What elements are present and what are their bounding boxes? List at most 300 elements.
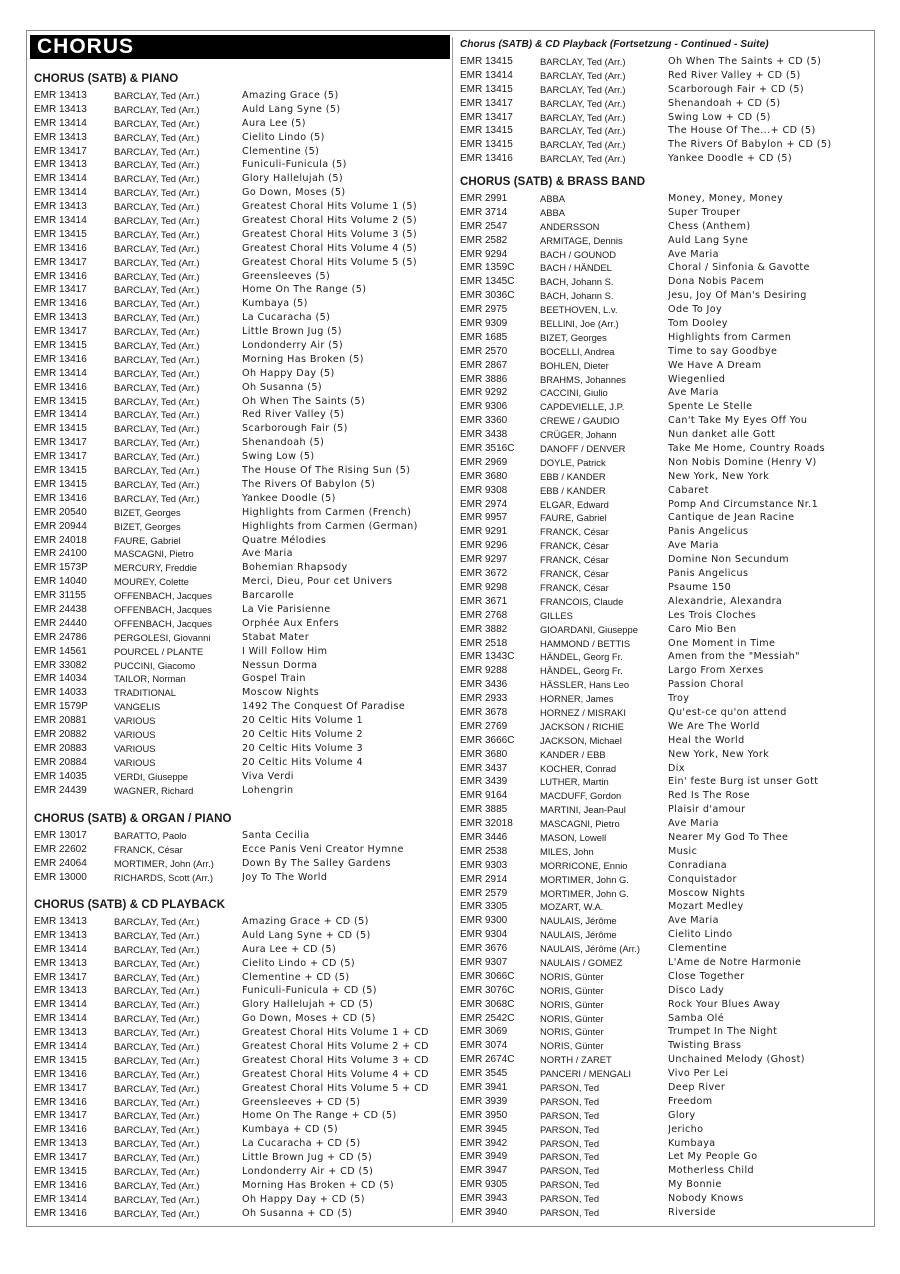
title: Wiegenlied (668, 373, 726, 385)
title: Kumbaya (668, 1137, 716, 1149)
composer: NAULAIS / GOMEZ (540, 956, 623, 968)
composer: BARCLAY, Ted (Arr.) (114, 173, 200, 185)
catalog-number: EMR 33082 (34, 659, 87, 671)
catalog-row (460, 97, 781, 111)
title: Largo From Xerxes (668, 665, 764, 677)
composer: PARSON, Ted (540, 1151, 600, 1163)
title: Unchained Melody (Ghost) (668, 1054, 805, 1066)
catalog-number: EMR 13415 (460, 125, 513, 137)
catalog-number: EMR 3360 (460, 415, 508, 427)
composer: BARCLAY, Ted (Arr.) (114, 478, 200, 490)
catalog-row (460, 956, 802, 970)
title: La Cucaracha + CD (5) (242, 1138, 361, 1150)
section-title: CHORUS (SATB) & CD PLAYBACK (34, 899, 226, 911)
title: 20 Celtic Hits Volume 3 (242, 742, 363, 754)
title: Cabaret (668, 484, 709, 496)
catalog-number: EMR 13414 (34, 367, 87, 379)
title: Go Down, Moses (5) (242, 187, 346, 199)
catalog-row (34, 971, 350, 985)
title: Take Me Home, Country Roads (668, 443, 826, 455)
section-title: CHORUS (SATB) & ORGAN / PIANO (34, 813, 232, 825)
catalog-row (460, 456, 817, 470)
catalog-number: EMR 22602 (34, 843, 87, 855)
composer: BARCLAY, Ted (Arr.) (114, 1207, 200, 1219)
catalog-number: EMR 3436 (460, 679, 508, 691)
composer: BARCLAY, Ted (Arr.) (114, 395, 200, 407)
composer: CRÜGER, Johann (540, 429, 617, 441)
composer: BIZET, Georges (540, 331, 607, 343)
catalog-row (460, 928, 733, 942)
catalog-section (34, 72, 418, 797)
title: Spente Le Stelle (668, 401, 753, 413)
catalog-row (34, 1207, 353, 1221)
catalog-row (460, 1178, 722, 1192)
title: Moscow Nights (668, 887, 746, 899)
catalog-row (34, 103, 341, 117)
composer: BARCLAY, Ted (Arr.) (114, 1041, 200, 1053)
catalog-row (460, 873, 737, 887)
composer: KOCHER, Conrad (540, 762, 617, 774)
composer: HAMMOND / BETTIS (540, 637, 631, 649)
title: The House Of The...+ CD (5) (668, 125, 816, 137)
composer: OFFENBACH, Jacques (114, 603, 212, 615)
composer: NORIS, Günter (540, 1012, 604, 1024)
catalog-number: EMR 13417 (34, 256, 87, 268)
catalog-row (460, 220, 751, 234)
composer: HORNER, James (540, 693, 614, 705)
catalog-number: EMR 3437 (460, 762, 508, 774)
composer: MASON, Lowell (540, 831, 607, 843)
catalog-number: EMR 13415 (34, 395, 87, 407)
composer: BARCLAY, Ted (Arr.) (114, 131, 200, 143)
title: Funiculi-Funicula + CD (5) (242, 985, 377, 997)
title: Disco Lady (668, 984, 725, 996)
title: Riverside (668, 1207, 717, 1219)
catalog-row (460, 581, 732, 595)
composer: TAILOR, Norman (114, 673, 186, 685)
composer: BRAHMS, Johannes (540, 373, 626, 385)
composer: BEETHOVEN, L.v. (540, 304, 618, 316)
title: Vivo Per Lei (668, 1068, 729, 1080)
catalog-row (34, 464, 411, 478)
title: Glory Hallelujah (5) (242, 173, 343, 185)
catalog-number: EMR 13417 (34, 1082, 87, 1094)
composer: BIZET, Georges (114, 520, 181, 532)
catalog-row (34, 784, 294, 798)
catalog-number: EMR 9292 (460, 387, 508, 399)
catalog-number: EMR 13413 (34, 1138, 87, 1150)
composer: MASCAGNI, Pietro (114, 548, 194, 560)
composer: BARCLAY, Ted (Arr.) (114, 284, 200, 296)
catalog-row (34, 325, 342, 339)
title: Greatest Choral Hits Volume 3 (5) (242, 228, 417, 240)
composer: MASCAGNI, Pietro (540, 818, 620, 830)
catalog-number: EMR 13415 (34, 478, 87, 490)
composer: DANOFF / DENVER (540, 443, 626, 455)
title: Greatest Choral Hits Volume 5 (5) (242, 256, 417, 268)
catalog-section (34, 898, 429, 1221)
catalog-row (34, 1109, 397, 1123)
catalog-number: EMR 13415 (34, 1166, 87, 1178)
title: Merci, Dieu, Pour cet Univers (242, 576, 393, 588)
catalog-row (460, 664, 764, 678)
title: Morning Has Broken + CD (5) (242, 1179, 395, 1191)
composer: BARCLAY, Ted (Arr.) (114, 451, 200, 463)
catalog-row (34, 381, 323, 395)
catalog-row (34, 131, 325, 145)
title: Greensleeves + CD (5) (242, 1096, 361, 1108)
catalog-number: EMR 13414 (34, 1013, 87, 1025)
catalog-row (460, 1192, 744, 1206)
catalog-row (460, 525, 749, 539)
composer: BARCLAY, Ted (Arr.) (114, 1179, 200, 1191)
catalog-number: EMR 3680 (460, 470, 508, 482)
catalog-number: EMR 2542C (460, 1012, 515, 1024)
title: My Bonnie (668, 1179, 722, 1191)
catalog-row (460, 817, 719, 831)
catalog-row (34, 422, 348, 436)
catalog-row (460, 206, 741, 220)
title: Music (668, 845, 698, 857)
catalog-row (460, 470, 770, 484)
title: Londonderry Air + CD (5) (242, 1166, 374, 1178)
title: Ave Maria (242, 548, 293, 560)
catalog-row (460, 1109, 696, 1123)
title: Let My People Go (668, 1151, 758, 1163)
catalog-row (460, 138, 832, 152)
catalog-number: EMR 14034 (34, 673, 87, 685)
catalog-number: EMR 13415 (34, 228, 87, 240)
composer: PANCERI / MENGALI (540, 1068, 631, 1080)
composer: BARCLAY, Ted (Arr.) (114, 916, 200, 927)
composer: BARCLAY, Ted (Arr.) (114, 187, 200, 199)
title: Ecce Panis Veni Creator Hymne (242, 843, 404, 855)
catalog-number: EMR 13416 (34, 1207, 87, 1219)
composer: BIZET, Georges (114, 506, 181, 518)
title: Scarborough Fair (5) (242, 423, 348, 435)
title: L'Ame de Notre Harmonie (668, 956, 802, 968)
catalog-number: EMR 1345C (460, 276, 515, 288)
catalog-row (34, 1151, 373, 1165)
composer: FAURE, Gabriel (114, 534, 181, 546)
catalog-number: EMR 13413 (34, 159, 87, 171)
catalog-number: EMR 13414 (34, 409, 87, 421)
catalog-number: EMR 9307 (460, 956, 508, 968)
catalog-row (460, 414, 808, 428)
title: Clementine (668, 943, 728, 955)
composer: BARCLAY, Ted (Arr.) (114, 103, 200, 115)
title: Domine Non Secundum (668, 554, 790, 566)
title: 1492 The Conquest Of Paradise (242, 701, 406, 713)
catalog-number: EMR 9294 (460, 248, 508, 260)
composer: HÄSSLER, Hans Leo (540, 679, 630, 691)
title: Greatest Choral Hits Volume 1 + CD (242, 1027, 429, 1039)
title: Lohengrin (242, 784, 294, 796)
catalog-row (460, 359, 762, 373)
catalog-number: EMR 13413 (34, 90, 87, 101)
composer: MERCURY, Freddie (114, 562, 198, 574)
catalog-row (460, 1137, 716, 1151)
title: Glory (668, 1109, 696, 1121)
title: Orphée Aux Enfers (242, 617, 340, 629)
composer: BARCLAY, Ted (Arr.) (114, 1138, 200, 1150)
catalog-row (460, 124, 816, 138)
title: Cielito Lindo (668, 929, 733, 941)
composer: BARCLAY, Ted (Arr.) (540, 69, 626, 81)
catalog-row (460, 706, 787, 720)
catalog-number: EMR 13416 (34, 381, 87, 393)
composer: BARCLAY, Ted (Arr.) (114, 159, 200, 171)
composer: DOYLE, Patrick (540, 456, 606, 468)
catalog-row (34, 228, 417, 242)
catalog-number: EMR 13415 (460, 83, 513, 95)
composer: NORIS, Günter (540, 998, 604, 1010)
composer: VARIOUS (114, 742, 156, 754)
composer: FRANCK, César (114, 843, 183, 855)
composer: EBB / KANDER (540, 484, 606, 496)
catalog-row (460, 970, 745, 984)
title: Cantique de Jean Racine (668, 512, 795, 524)
catalog-number: EMR 13416 (34, 1179, 87, 1191)
composer: BARCLAY, Ted (Arr.) (114, 1166, 200, 1178)
composer: BARCLAY, Ted (Arr.) (114, 1054, 200, 1066)
catalog-number: EMR 1343C (460, 651, 515, 663)
catalog-row (460, 498, 819, 512)
composer: BARCLAY, Ted (Arr.) (540, 139, 626, 151)
catalog-number: EMR 13416 (34, 270, 87, 282)
catalog-row (34, 915, 369, 929)
catalog-number: EMR 2769 (460, 720, 508, 732)
title: Aura Lee + CD (5) (242, 943, 337, 955)
title: Kumbaya + CD (5) (242, 1124, 339, 1136)
catalog-number: EMR 3069 (460, 1026, 508, 1038)
title: Panis Angelicus (668, 568, 749, 580)
composer: BACH, Johann S. (540, 290, 614, 302)
composer: PARSON, Ted (540, 1193, 600, 1205)
catalog-number: EMR 2570 (460, 345, 508, 357)
title: Choral / Sinfonia & Gavotte (668, 262, 810, 274)
composer: BOCELLI, Andrea (540, 345, 615, 357)
title: Caro Mio Ben (668, 623, 737, 635)
composer: BARCLAY, Ted (Arr.) (540, 125, 626, 137)
composer: BARCLAY, Ted (Arr.) (114, 465, 200, 477)
column-divider (452, 37, 453, 1223)
title: La Vie Parisienne (242, 603, 331, 615)
catalog-row (34, 829, 310, 843)
composer: BARCLAY, Ted (Arr.) (114, 381, 200, 393)
catalog-number: EMR 31155 (34, 590, 87, 602)
section-title: CHORUS (SATB) & PIANO (34, 73, 179, 85)
catalog-row (34, 1068, 429, 1082)
title: Shenandoah (5) (242, 437, 325, 449)
title: Super Trouper (668, 206, 741, 218)
title: 20 Celtic Hits Volume 4 (242, 756, 363, 768)
composer: BARCLAY, Ted (Arr.) (114, 943, 200, 955)
catalog-number: EMR 13416 (34, 353, 87, 365)
title: Red River Valley + CD (5) (668, 69, 801, 81)
composer: BACH / GOUNOD (540, 248, 617, 260)
catalog-number: EMR 1573P (34, 562, 88, 574)
title: Kumbaya (5) (242, 298, 308, 310)
composer: LUTHER, Martin (540, 776, 609, 788)
catalog-row (460, 1123, 704, 1137)
catalog-row (34, 929, 371, 943)
catalog-number: EMR 2867 (460, 359, 508, 371)
catalog-row (34, 561, 348, 575)
catalog-row (460, 400, 753, 414)
catalog-number: EMR 2974 (460, 498, 508, 510)
catalog-number: EMR 3545 (460, 1068, 508, 1080)
catalog-row (460, 303, 723, 317)
composer: OFFENBACH, Jacques (114, 590, 212, 602)
title: New York, New York (668, 470, 770, 482)
catalog-number: EMR 13416 (34, 242, 87, 254)
catalog-number: EMR 13414 (34, 173, 87, 185)
title: Trumpet In The Night (668, 1026, 778, 1038)
catalog-number: EMR 9288 (460, 665, 508, 677)
catalog-row (460, 1053, 805, 1067)
catalog-row (460, 289, 807, 303)
catalog-number: EMR 3066C (460, 970, 515, 982)
catalog-row (460, 428, 776, 442)
composer: FRANCK, César (540, 526, 609, 538)
catalog-number: EMR 3714 (460, 206, 508, 218)
composer: BARCLAY, Ted (Arr.) (114, 1068, 200, 1080)
composer: BARCLAY, Ted (Arr.) (114, 1193, 200, 1205)
catalog-number: EMR 20882 (34, 728, 87, 740)
catalog-row (460, 275, 765, 289)
catalog-number: EMR 20881 (34, 715, 87, 727)
catalog-number: EMR 24100 (34, 548, 87, 560)
catalog-row (34, 645, 328, 659)
title: Passion Choral (668, 679, 744, 691)
composer: BARCLAY, Ted (Arr.) (114, 298, 200, 310)
title: Cielito Lindo + CD (5) (242, 957, 355, 969)
catalog-row (34, 186, 346, 200)
composer: BARCLAY, Ted (Arr.) (114, 1110, 200, 1122)
catalog-number: EMR 13414 (34, 187, 87, 199)
catalog-row (460, 1025, 778, 1039)
title: Oh Susanna + CD (5) (242, 1207, 353, 1219)
title: Home On The Range (5) (242, 284, 367, 296)
composer: VARIOUS (114, 756, 156, 768)
catalog-number: EMR 13416 (34, 1096, 87, 1108)
catalog-row (34, 672, 306, 686)
title: Alexandrie, Alexandra (668, 595, 783, 607)
title: Heal the World (668, 734, 745, 746)
composer: BARCLAY, Ted (Arr.) (540, 97, 626, 109)
title: Red River Valley (5) (242, 409, 345, 421)
title: Greensleeves (5) (242, 270, 331, 282)
catalog-number: EMR 2547 (460, 220, 508, 232)
catalog-number: EMR 13414 (34, 215, 87, 227)
composer: BARCLAY, Ted (Arr.) (540, 111, 626, 123)
catalog-section (460, 175, 826, 1220)
title: Tom Dooley (668, 318, 728, 330)
catalog-row (34, 395, 366, 409)
catalog-row (460, 887, 746, 901)
title: Oh When The Saints + CD (5) (668, 56, 822, 67)
catalog-row (460, 1012, 725, 1026)
composer: CREWE / GAUDIO (540, 415, 620, 427)
catalog-row (460, 637, 776, 651)
composer: BARCLAY, Ted (Arr.) (114, 326, 200, 338)
title: Scarborough Fair + CD (5) (668, 83, 805, 95)
catalog-row (34, 659, 318, 673)
title: Santa Cecilia (242, 830, 310, 841)
composer: POURCEL / PLANTE (114, 645, 204, 657)
catalog-number: EMR 13413 (34, 957, 87, 969)
title: 20 Celtic Hits Volume 1 (242, 715, 363, 727)
composer: HORNEZ / MISRAKI (540, 706, 626, 718)
catalog-number: EMR 13417 (34, 145, 87, 157)
catalog-row (34, 575, 393, 589)
catalog-number: EMR 9296 (460, 540, 508, 552)
composer: PARSON, Ted (540, 1179, 600, 1191)
title: Stabat Mater (242, 631, 310, 643)
title: Ode To Joy (668, 304, 723, 316)
composer: BARCLAY, Ted (Arr.) (114, 201, 200, 213)
composer: GILLES (540, 609, 573, 621)
catalog-row (34, 1096, 361, 1110)
title: I Will Follow Him (242, 645, 328, 657)
composer: FRANCK, César (540, 554, 609, 566)
catalog-number: EMR 24786 (34, 631, 87, 643)
title: Highlights from Carmen (French) (242, 506, 412, 518)
catalog-row (460, 111, 769, 125)
composer: BARCLAY, Ted (Arr.) (114, 312, 200, 324)
catalog-section (34, 812, 404, 885)
catalog-number: EMR 9957 (460, 512, 508, 524)
catalog-number: EMR 13413 (34, 131, 87, 143)
catalog-row (460, 69, 801, 83)
composer: FRANCK, César (540, 581, 609, 593)
title: The Rivers Of Babylon (5) (242, 478, 376, 490)
catalog-row (34, 367, 335, 381)
catalog-number: EMR 2579 (460, 887, 508, 899)
composer: PARSON, Ted (540, 1109, 600, 1121)
catalog-row (460, 261, 810, 275)
catalog-number: EMR 9305 (460, 1179, 508, 1191)
title: Little Brown Jug (5) (242, 326, 342, 338)
catalog-row (460, 331, 792, 345)
catalog-row (34, 957, 355, 971)
title: One Moment in Time (668, 637, 776, 649)
catalog-number: EMR 24438 (34, 603, 87, 615)
catalog-row (34, 943, 337, 957)
title: Amazing Grace + CD (5) (242, 916, 369, 927)
composer: BARCLAY, Ted (Arr.) (540, 83, 626, 95)
catalog-number: EMR 2933 (460, 693, 508, 705)
title: Nearer My God To Thee (668, 831, 789, 843)
catalog-row (34, 756, 363, 770)
composer: VARIOUS (114, 715, 156, 727)
catalog-row (34, 256, 417, 270)
catalog-row (34, 353, 364, 367)
composer: BARCLAY, Ted (Arr.) (540, 153, 626, 165)
catalog-row (460, 914, 719, 928)
title: Yankee Doodle (5) (242, 492, 336, 504)
composer: MOUREY, Colette (114, 576, 189, 588)
composer: BELLINI, Joe (Arr.) (540, 318, 619, 330)
catalog-number: EMR 2768 (460, 609, 508, 621)
catalog-row (34, 1040, 429, 1054)
catalog-number: EMR 9164 (460, 790, 508, 802)
title: Oh Happy Day (5) (242, 367, 335, 379)
catalog-row (460, 567, 749, 581)
title: Nun danket alle Gott (668, 429, 776, 441)
composer: BARCLAY, Ted (Arr.) (114, 367, 200, 379)
